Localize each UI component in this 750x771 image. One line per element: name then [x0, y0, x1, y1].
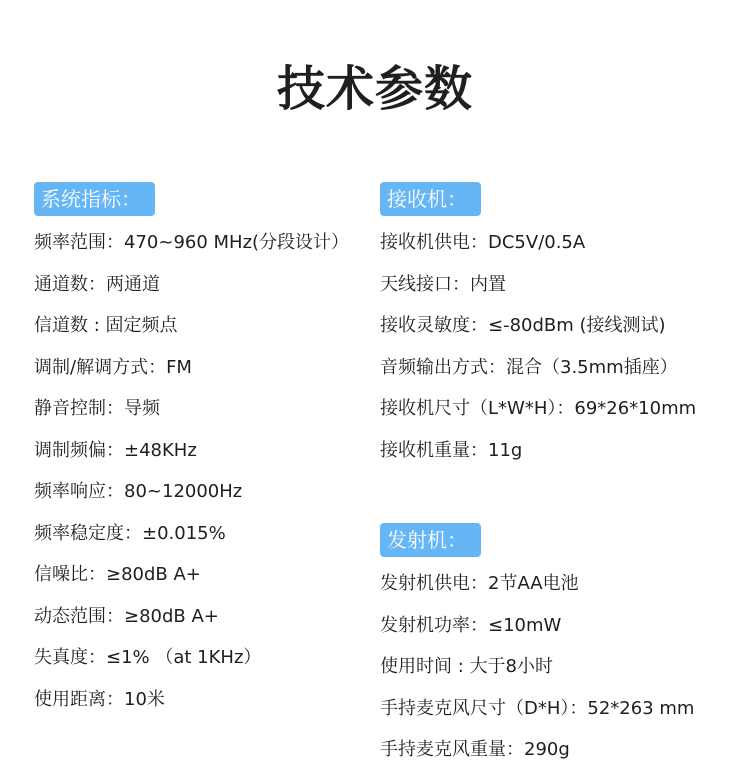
- spec-row-mic-size: 手持麦克风尺寸（D*H）：52*263 mm: [380, 697, 695, 719]
- receiver-transmitter-section: [380, 182, 696, 771]
- spec-row-receiver-weight: 接收机重量：11g: [380, 439, 523, 461]
- spec-row-frequency-response: 频率响应：80~12000Hz: [34, 481, 243, 502]
- spec-row-dynamic-range: 动态范围：≥80dB A+: [34, 605, 219, 627]
- spec-row-receiver-power: 接收机供电：DC5V/0.5A: [380, 232, 586, 253]
- spec-row-deviation: 调制频偏：±48KHz: [34, 439, 197, 461]
- receiver-heading: 接收机：: [380, 182, 481, 216]
- spec-row-audio-output: 音频输出方式：混合（3.5mm插座）: [380, 356, 678, 378]
- page-title: 技术参数: [276, 61, 473, 117]
- spec-row-usage-time: 使用时间 : 大于8小时: [380, 656, 553, 677]
- spec-row-distortion: 失真度：≤1% （at 1KHz）: [34, 647, 262, 668]
- transmitter-heading: 发射机：: [380, 523, 481, 557]
- spec-row-sensitivity: 接收灵敏度：≤-80dBm (接线测试): [380, 315, 666, 336]
- spec-row-antenna: 天线接口：内置: [380, 273, 506, 295]
- spec-row-transmitter-power: 发射机功率：≤10mW: [380, 614, 562, 636]
- spec-row-frequency-range: 频率范围：470~960 MHz(分段设计）: [34, 232, 350, 253]
- spec-row-channels: 通道数：两通道: [34, 273, 160, 295]
- spec-row-mute-control: 静音控制：导频: [34, 398, 160, 419]
- system-specs-section: [34, 182, 349, 720]
- spec-row-snr: 信噪比：≥80dB A+: [34, 564, 201, 585]
- spec-row-range: 使用距离：10米: [34, 688, 165, 710]
- system-specs-heading: 系统指标：: [34, 182, 155, 216]
- spec-row-frequency-stability: 频率稳定度：±0.015%: [34, 522, 226, 544]
- spec-row-transmitter-power-supply: 发射机供电：2节AA电池: [380, 573, 579, 594]
- spec-row-modulation: 调制/解调方式：FM: [34, 356, 192, 378]
- spec-row-mic-weight: 手持麦克风重量：290g: [380, 739, 570, 760]
- spec-row-channel-count: 信道数 : 固定频点: [34, 315, 178, 336]
- spec-row-receiver-size: 接收机尺寸（L*W*H）：69*26*10mm: [380, 398, 697, 419]
